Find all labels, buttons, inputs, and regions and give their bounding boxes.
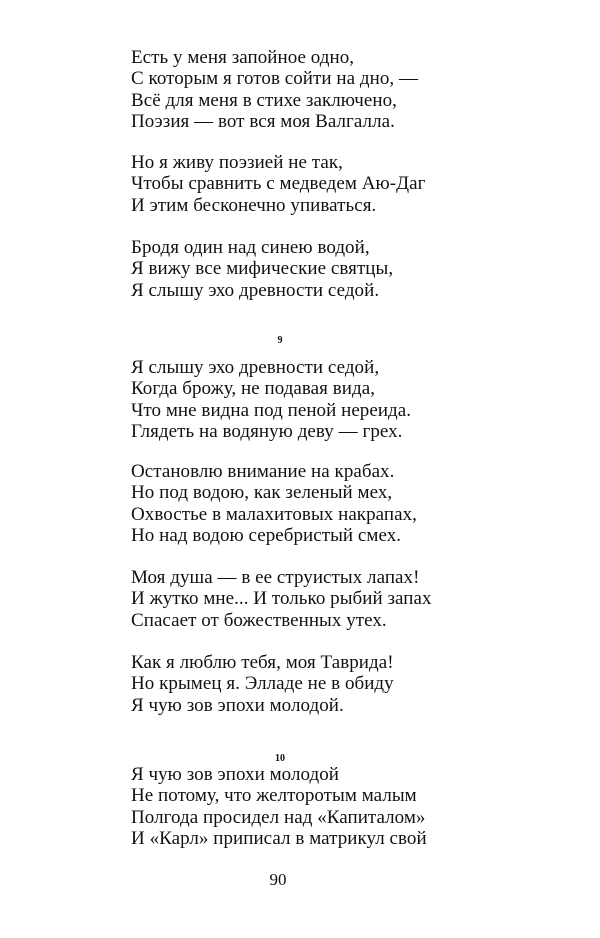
poem-line: Глядеть на водяную деву — грех.: [131, 420, 403, 442]
poem-line: С которым я готов сойти на дно, —: [131, 68, 419, 90]
stanza: [131, 567, 551, 631]
poem-line: Что мне видна под пеной нереида.: [131, 399, 412, 421]
poem-line: Но я живу поэзией не так,: [131, 152, 343, 173]
poem-line: Я слышу эхо древности седой.: [131, 279, 380, 301]
poem-line: Я слышу эхо древности седой,: [131, 357, 380, 378]
poem-line: Как я люблю тебя, моя Таврида!: [131, 652, 394, 673]
poem-line: Но под водою, как зеленый мех,: [131, 482, 393, 504]
poem-line: Остановлю внимание на крабах.: [131, 461, 395, 482]
poem-line: И «Карл» приписал в матрикул свой: [131, 827, 427, 849]
stanza: [131, 237, 551, 301]
stanza: [131, 764, 551, 849]
stanza: [131, 47, 551, 132]
section-number: 9: [277, 335, 283, 346]
poem-line: Спасает от божественных утех.: [131, 609, 387, 631]
poem-line: Не потому, что желторотым малым: [131, 785, 417, 807]
poem-line: Полгода просидел над «Капиталом»: [131, 806, 426, 828]
poem-line: Поэзия — вот вся моя Валгалла.: [131, 110, 395, 132]
poem-line: Я чую зов эпохи молодой.: [131, 694, 344, 716]
stanza: [131, 152, 551, 216]
poem-line: Но крымец я. Элладе не в обиду: [131, 673, 394, 695]
page-number: 90: [269, 870, 287, 889]
poem-line: Охвостье в малахитовых накрапах,: [131, 503, 417, 525]
poem-line: Когда брожу, не подавая вида,: [131, 378, 375, 400]
poem-line: Но над водою серебристый смех.: [131, 524, 402, 546]
poem-line: Есть у меня запойное одно,: [131, 47, 355, 68]
stanza: [131, 461, 551, 546]
poem-line: Чтобы сравнить с медведем Аю-Даг: [131, 173, 426, 195]
poem-line: Я вижу все мифические святцы,: [131, 258, 394, 280]
poem-line: Бродя один над синею водой,: [131, 237, 370, 258]
poem-line: Всё для меня в стихе заключено,: [131, 89, 397, 111]
poem-line: И этим бесконечно упиваться.: [131, 194, 377, 216]
stanza: [131, 357, 551, 442]
section-number: 10: [275, 753, 285, 764]
poem-line: Моя душа — в ее струистых лапах!: [131, 567, 420, 588]
poem-line: Я чую зов эпохи молодой: [131, 764, 339, 785]
stanza: [131, 652, 551, 716]
poem-line: И жутко мне... И только рыбий запах: [131, 588, 432, 610]
